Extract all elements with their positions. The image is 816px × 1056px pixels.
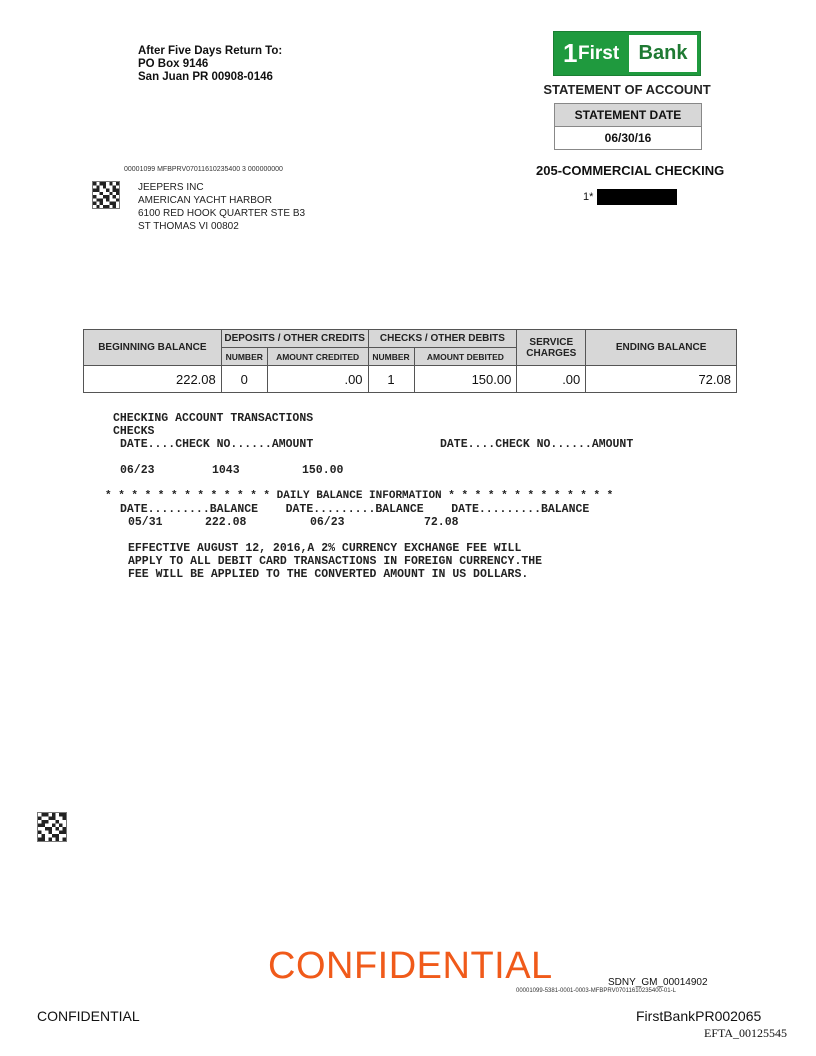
bates-number: FirstBankPR002065 <box>636 1008 762 1024</box>
ending-balance-value: 72.08 <box>586 366 737 393</box>
daily-balance-amount: 72.08 <box>424 516 459 529</box>
daily-balance-banner: * * * * * * * * * * * * * DAILY BALANCE INFORMATION * * * * * * * * * * * * * <box>105 490 614 502</box>
deposits-number-value: 0 <box>221 366 267 393</box>
addressee-line: 6100 RED HOOK QUARTER STE B3 <box>138 208 306 219</box>
amount-debited-value: 150.00 <box>414 366 517 393</box>
header-beginning-balance: BEGINNING BALANCE <box>84 330 222 366</box>
checks-subheading: CHECKS <box>113 425 155 438</box>
header-deposits: DEPOSITS / OTHER CREDITS <box>221 330 368 348</box>
addressee-line: AMERICAN YACHT HARBOR <box>138 195 272 206</box>
header-checks: CHECKS / OTHER DEBITS <box>368 330 517 348</box>
daily-balance-date: 06/23 <box>310 516 345 529</box>
return-address-line: PO Box 9146 <box>138 58 209 70</box>
check-number: 1043 <box>212 464 240 477</box>
logo-numeral: 1 <box>563 38 578 68</box>
statement-date-label: STATEMENT DATE <box>555 104 701 127</box>
header-service-charges: SERVICE CHARGES <box>517 330 586 366</box>
return-address <box>138 45 282 84</box>
return-address-line: After Five Days Return To: <box>138 45 283 57</box>
addressee-line: JEEPERS INC <box>138 182 204 193</box>
confidential-label: CONFIDENTIAL <box>37 1008 140 1024</box>
document-code: 00001099-5381-0001-0003-MFBPRV07011610235400-01-L <box>516 988 676 994</box>
firstbank-logo <box>553 31 701 76</box>
header-deposits-number: NUMBER <box>221 348 267 366</box>
header-checks-number: NUMBER <box>368 348 414 366</box>
beginning-balance-value: 222.08 <box>84 366 222 393</box>
notice-line: EFFECTIVE AUGUST 12, 2016,A 2% CURRENCY EXCHANGE FEE WILL <box>128 542 522 555</box>
statement-date-box <box>554 103 702 150</box>
logo-word-first: First <box>578 43 620 64</box>
mail-code: 00001099 MFBPRV07011610235400 3 000000000 <box>124 166 283 173</box>
account-number <box>583 189 677 205</box>
account-type: 205-COMMERCIAL CHECKING <box>536 163 725 178</box>
addressee-line: ST THOMAS VI 00802 <box>138 221 239 232</box>
checks-column-header-right: DATE....CHECK NO......AMOUNT <box>440 438 634 451</box>
check-amount: 150.00 <box>302 464 344 477</box>
barcode-icon <box>37 812 67 842</box>
notice-line: APPLY TO ALL DEBIT CARD TRANSACTIONS IN FOREIGN CURRENCY.THE <box>128 555 543 568</box>
redaction-bar <box>597 189 677 205</box>
account-number-prefix: 1* <box>583 191 594 203</box>
account-summary-table <box>83 329 737 393</box>
efta-number: EFTA_00125545 <box>704 1026 788 1040</box>
check-date: 06/23 <box>120 464 155 477</box>
header-amount-debited: AMOUNT DEBITED <box>414 348 517 366</box>
amount-credited-value: .00 <box>267 366 368 393</box>
checks-column-header-left: DATE....CHECK NO......AMOUNT <box>120 438 314 451</box>
statement-title: STATEMENT OF ACCOUNT <box>543 82 711 97</box>
daily-balance-date: 05/31 <box>128 516 163 529</box>
barcode-icon <box>92 181 120 209</box>
daily-balance-header: DATE.........BALANCE DATE.........BALANCE DATE.........BALANCE <box>120 503 590 516</box>
notice-line: FEE WILL BE APPLIED TO THE CONVERTED AMOUNT IN US DOLLARS. <box>128 568 529 581</box>
logo-word-bank: Bank <box>629 35 697 72</box>
header-amount-credited: AMOUNT CREDITED <box>267 348 368 366</box>
addressee <box>138 181 305 233</box>
sdny-number: SDNY_GM_00014902 <box>608 977 708 988</box>
transactions-heading: CHECKING ACCOUNT TRANSACTIONS <box>113 412 314 425</box>
service-charges-value: .00 <box>517 366 586 393</box>
checks-number-value: 1 <box>368 366 414 393</box>
return-address-line: San Juan PR 00908-0146 <box>138 71 273 83</box>
statement-date-value: 06/30/16 <box>555 127 701 149</box>
confidential-stamp: CONFIDENTIAL <box>268 945 553 987</box>
header-ending-balance: ENDING BALANCE <box>586 330 737 366</box>
daily-balance-amount: 222.08 <box>205 516 247 529</box>
